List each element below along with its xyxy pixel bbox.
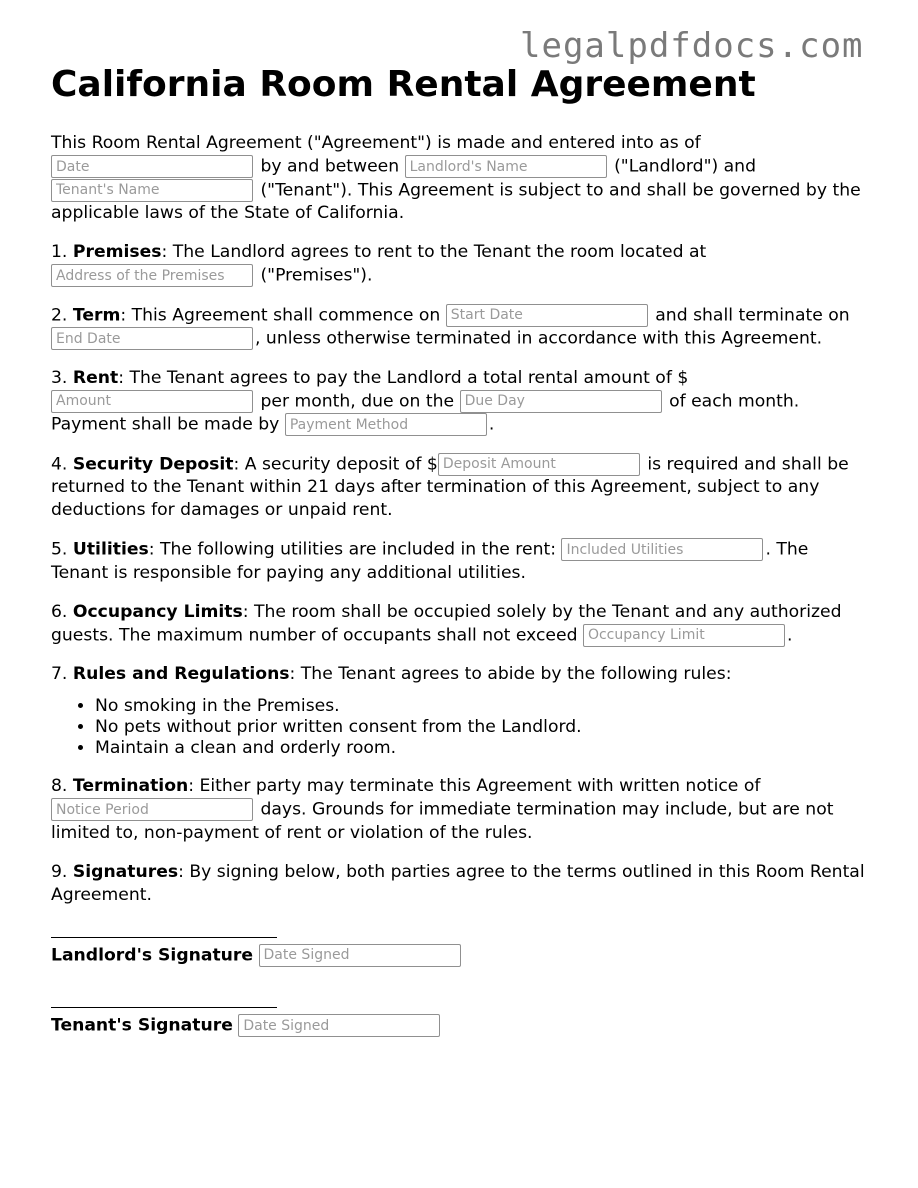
- section-text: . The Tenant is responsible for paying any additional utilities.: [51, 539, 809, 583]
- section-text: : The Landlord agrees to rent to the Tenant the room located at: [161, 242, 707, 262]
- premises-address-field[interactable]: [51, 264, 253, 287]
- section-text: : By signing below, both parties agree to the terms outlined in this Room Rental Agreement.: [51, 861, 865, 905]
- landlord-date-signed-field[interactable]: [259, 944, 461, 967]
- section-rent: [51, 367, 866, 437]
- tenant-date-signed-field[interactable]: [238, 1014, 440, 1037]
- landlord-name-field[interactable]: [405, 155, 607, 178]
- page-title: California Room Rental Agreement: [51, 64, 756, 105]
- included-utilities-field[interactable]: [561, 538, 763, 561]
- section-text: days. Grounds for immediate termination may include, but are not limited to, non-payment of rent or violation of the rules.: [51, 799, 834, 843]
- rent-amount-field[interactable]: [51, 390, 253, 413]
- tenant-signature-label: Tenant's Signature: [51, 1015, 233, 1036]
- tenant-name-field[interactable]: [51, 179, 253, 202]
- section-text: ("Premises").: [260, 265, 373, 286]
- section-rules: [51, 663, 866, 686]
- landlord-signature-label: Landlord's Signature: [51, 945, 254, 965]
- list-item: • No pets without prior written consent from the Landlord.: [95, 717, 866, 738]
- section-text: , unless otherwise terminated in accordance with this Agreement.: [255, 328, 823, 349]
- section-text: of each month. Payment shall be made by: [51, 391, 800, 435]
- section-number: 4.: [51, 454, 68, 474]
- watermark: legalpdfdocs.com: [520, 26, 864, 66]
- section-number: 7.: [51, 664, 68, 684]
- section-number: 2.: [51, 305, 68, 325]
- signature-block: [51, 937, 866, 1038]
- rules-list: [51, 696, 866, 759]
- section-text: : A security deposit of $: [233, 454, 438, 474]
- landlord-signature-row: [51, 944, 866, 968]
- intro-text-1: This Room Rental Agreement ("Agreement") is made and entered into as of: [51, 133, 701, 153]
- due-day-field[interactable]: [460, 390, 662, 413]
- section-text: .: [488, 414, 495, 435]
- section-number: 9.: [51, 861, 68, 882]
- section-text: .: [786, 625, 793, 645]
- date-field[interactable]: [51, 155, 253, 178]
- section-text: and shall terminate on: [655, 305, 850, 325]
- section-text: : Either party may terminate this Agreement with written notice of: [188, 776, 761, 796]
- landlord-signature-line[interactable]: [51, 937, 277, 938]
- end-date-field[interactable]: [51, 327, 253, 350]
- notice-period-field[interactable]: [51, 798, 253, 821]
- section-text: : The following utilities are included in the rent:: [148, 539, 556, 560]
- section-heading: Premises: [72, 242, 162, 262]
- section-number: 1.: [51, 242, 68, 262]
- section-heading: Rent: [72, 367, 119, 388]
- section-text: : The Tenant agrees to abide by the following rules:: [289, 664, 732, 684]
- section-heading: Term: [72, 305, 121, 325]
- section-heading: Occupancy Limits: [72, 601, 243, 622]
- section-text: : The room shall be occupied solely by the Tenant and any authorized guests. The maximum number of occupants shall not exceed: [51, 601, 842, 645]
- section-termination: [51, 775, 866, 845]
- list-item: • Maintain a clean and orderly room.: [95, 738, 866, 759]
- intro-text-4: ("Tenant"). This Agreement is subject to and shall be governed by the applicable laws of the State of California.: [51, 180, 861, 223]
- section-text: per month, due on the: [260, 391, 455, 411]
- section-term: [51, 304, 866, 351]
- section-number: 3.: [51, 367, 68, 388]
- section-security-deposit: [51, 453, 866, 523]
- section-heading: Termination: [72, 776, 189, 796]
- occupancy-limit-field[interactable]: [583, 624, 785, 647]
- section-heading: Rules and Regulations: [72, 664, 290, 684]
- intro-text-3: ("Landlord") and: [614, 156, 756, 177]
- section-signatures: [51, 861, 866, 907]
- section-text: is required and shall be returned to the Tenant within 21 days after termination of this Agreement, subject to any deductions for damages or unpaid rent.: [51, 454, 849, 520]
- intro-text-2: by and between: [260, 156, 400, 177]
- deposit-amount-field[interactable]: [438, 453, 640, 476]
- intro-paragraph: [51, 132, 866, 225]
- section-number: 5.: [51, 539, 68, 560]
- section-premises: [51, 241, 866, 288]
- section-number: 6.: [51, 601, 68, 622]
- section-utilities: [51, 538, 866, 585]
- section-heading: Security Deposit: [72, 454, 234, 474]
- section-number: 8.: [51, 776, 68, 796]
- section-occupancy-limits: [51, 601, 866, 648]
- agreement-body: [51, 132, 866, 1078]
- section-heading: Signatures: [72, 861, 179, 882]
- list-item: • No smoking in the Premises.: [95, 696, 866, 717]
- payment-method-field[interactable]: [285, 413, 487, 436]
- start-date-field[interactable]: [446, 304, 648, 327]
- section-text: : The Tenant agrees to pay the Landlord a total rental amount of $: [118, 367, 689, 388]
- tenant-signature-line[interactable]: [51, 1007, 277, 1008]
- tenant-signature-row: [51, 1014, 866, 1038]
- section-heading: Utilities: [72, 539, 149, 560]
- section-text: : This Agreement shall commence on: [120, 305, 441, 325]
